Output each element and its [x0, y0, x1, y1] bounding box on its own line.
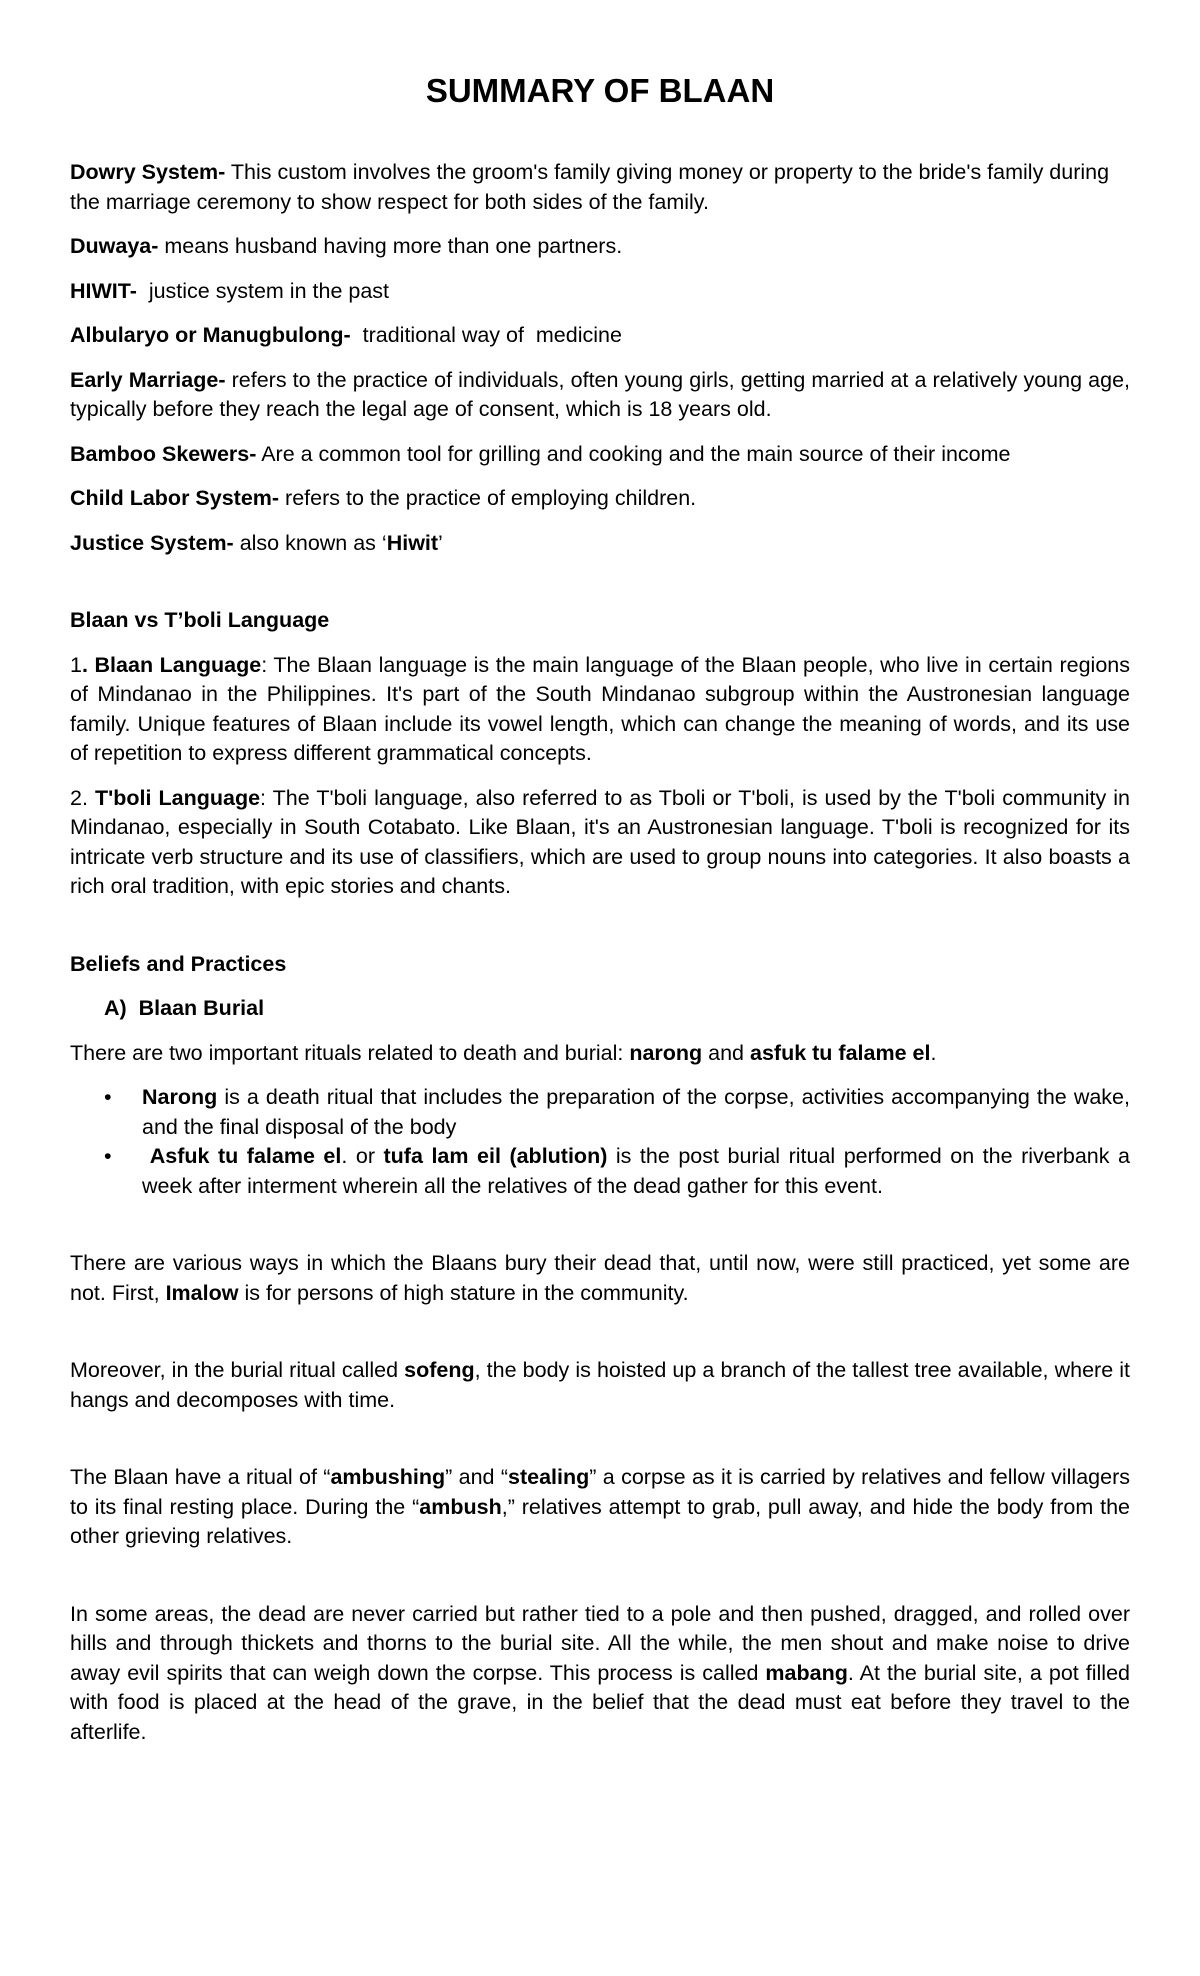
definition-text: Are a common tool for grilling and cooking and the main source of their income — [256, 441, 1011, 466]
emphasis: mabang — [765, 1660, 848, 1685]
definition-early-marriage — [70, 366, 1130, 425]
definition-albularyo — [70, 321, 1130, 351]
burial-rituals-list — [70, 1083, 1130, 1201]
sub-heading-text: A) Blaan Burial — [104, 996, 265, 1020]
definition-text-end: ’ — [438, 530, 443, 555]
text: is for persons of high stature in the community. — [238, 1280, 689, 1305]
section-heading-beliefs — [70, 950, 1130, 980]
language-item-tboli — [70, 784, 1130, 902]
sub-heading-blaan-burial — [104, 994, 1130, 1024]
definition-term-emphasis: Hiwit — [386, 530, 439, 555]
emphasis: ambush — [419, 1494, 502, 1519]
definition-term: Bamboo Skewers- — [70, 441, 257, 466]
text: . or — [341, 1144, 384, 1168]
text: is the post burial ritual performed on the riverbank a week after interment wherein all the relatives of the dead gather for this event. — [142, 1144, 1130, 1198]
definition-text: also known as ‘ — [233, 530, 387, 555]
emphasis: ambushing — [330, 1465, 446, 1489]
bullet-icon: • — [104, 1085, 112, 1109]
text: ” and “ — [445, 1465, 509, 1489]
definition-term: Child Labor System- — [70, 486, 280, 510]
emphasis: asfuk tu falame el — [750, 1040, 931, 1065]
text: There are two important rituals related to death and burial: — [70, 1040, 630, 1065]
text: ” a corpse as it is carried by relatives and fellow villagers to its final resting place. During the “ — [70, 1465, 1130, 1519]
emphasis: sofeng — [404, 1358, 475, 1382]
bullet-icon: • — [104, 1144, 112, 1168]
definition-text: refers to the practice of individuals, often young girls, getting married at a relatively young age, typically before they reach the legal age of consent, which is 18 years old. — [70, 367, 1131, 421]
definition-text: refers to the practice of employing children. — [279, 486, 697, 510]
paragraph-ambush — [70, 1463, 1130, 1552]
emphasis: tufa lam eil (ablution) — [383, 1144, 608, 1168]
item-number: 2. — [70, 785, 95, 810]
text: . — [930, 1040, 937, 1065]
list-item-narong — [70, 1083, 1130, 1142]
section-heading-language — [70, 606, 1130, 636]
emphasis: stealing — [508, 1465, 590, 1489]
item-text: : The Blaan language is the main language of the Blaan people, who live in certain regions of Mindanao in the Philippines. It's part of the South Mindanao subgroup within the Austronesian language family. Unique features of Blaan include its vowel length, which can change the meaning of words, and its use of repetition to express different grammatical concepts. — [70, 652, 1130, 765]
definition-term: Albularyo or Manugbulong- — [70, 323, 351, 347]
paragraph-burial-ways — [70, 1249, 1130, 1308]
definition-text: This custom involves the groom's family giving money or property to the bride's family during the marriage ceremony to show respect for both sides of the family. — [70, 160, 1110, 214]
text: The Blaan have a ritual of “ — [70, 1465, 331, 1489]
section-heading-text: Blaan vs T’boli Language — [70, 608, 330, 632]
definition-text: means husband having more than one partners. — [158, 234, 623, 258]
definition-text: justice system in the past — [136, 278, 390, 303]
paragraph-sofeng — [70, 1356, 1130, 1415]
text: ,” relatives attempt to grab, pull away, and hide the body from the other grieving relatives. — [70, 1494, 1130, 1548]
definition-duwaya — [70, 232, 1130, 262]
text: There are various ways in which the Blaans bury their dead that, until now, were still practiced, yet some are not. First, — [70, 1251, 1130, 1305]
definition-hiwit — [70, 277, 1130, 307]
definition-text: traditional way of medicine — [350, 323, 622, 347]
text: Moreover, in the burial ritual called — [70, 1358, 405, 1382]
text: . At the burial site, a pot filled with food is placed at the head of the grave, in the belief that the dead must eat before they travel to the afterlife. — [70, 1660, 1130, 1744]
page-title: SUMMARY OF BLAAN — [425, 72, 775, 109]
definition-child-labor — [70, 484, 1130, 514]
paragraph-mabang — [70, 1600, 1130, 1748]
burial-intro-paragraph — [70, 1039, 1130, 1069]
definition-justice-system — [70, 529, 1130, 559]
text: , the body is hoisted up a branch of the tallest tree available, where it hangs and decomposes with time. — [70, 1358, 1130, 1412]
definition-term: Early Marriage- — [70, 367, 226, 392]
text: and — [702, 1040, 750, 1065]
definition-term: HIWIT- — [70, 278, 137, 303]
list-item-asfuk — [70, 1142, 1130, 1201]
item-term: T'boli Language — [94, 785, 261, 810]
emphasis: narong — [629, 1040, 703, 1065]
emphasis: Narong — [142, 1085, 218, 1109]
definition-term: Justice System- — [70, 530, 234, 555]
item-term: . Blaan Language — [81, 652, 262, 677]
item-number: 1 — [70, 652, 82, 677]
emphasis: Imalow — [165, 1280, 239, 1305]
text: In some areas, the dead are never carried but rather tied to a pole and then pushed, dragged, and rolled over hills and through thickets and thorns to the burial site. All the while, the men shout and make noise to drive away evil spirits that can weigh down the corpse. This process is called — [70, 1601, 1130, 1685]
item-text: : The T'boli language, also referred to as Tboli or T'boli, is used by the T'boli community in Mindanao, especially in South Cotabato. Like Blaan, it's an Austronesian language. T'boli is recognized for its intricate verb structure and its use of classifiers, which are used to group nouns into categories. It also boasts a rich oral tradition, with epic stories and chants. — [70, 785, 1130, 898]
section-heading-text: Beliefs and Practices — [70, 951, 287, 976]
definition-dowry-system — [70, 158, 1130, 217]
language-item-blaan — [70, 651, 1130, 769]
definition-bamboo-skewers — [70, 440, 1130, 470]
emphasis: Asfuk tu falame el — [142, 1144, 342, 1168]
definition-term: Dowry System- — [70, 160, 226, 184]
definition-term: Duwaya- — [70, 234, 159, 258]
text: is a death ritual that includes the preparation of the corpse, activities accompanying the wake, and the final disposal of the body — [142, 1085, 1130, 1139]
